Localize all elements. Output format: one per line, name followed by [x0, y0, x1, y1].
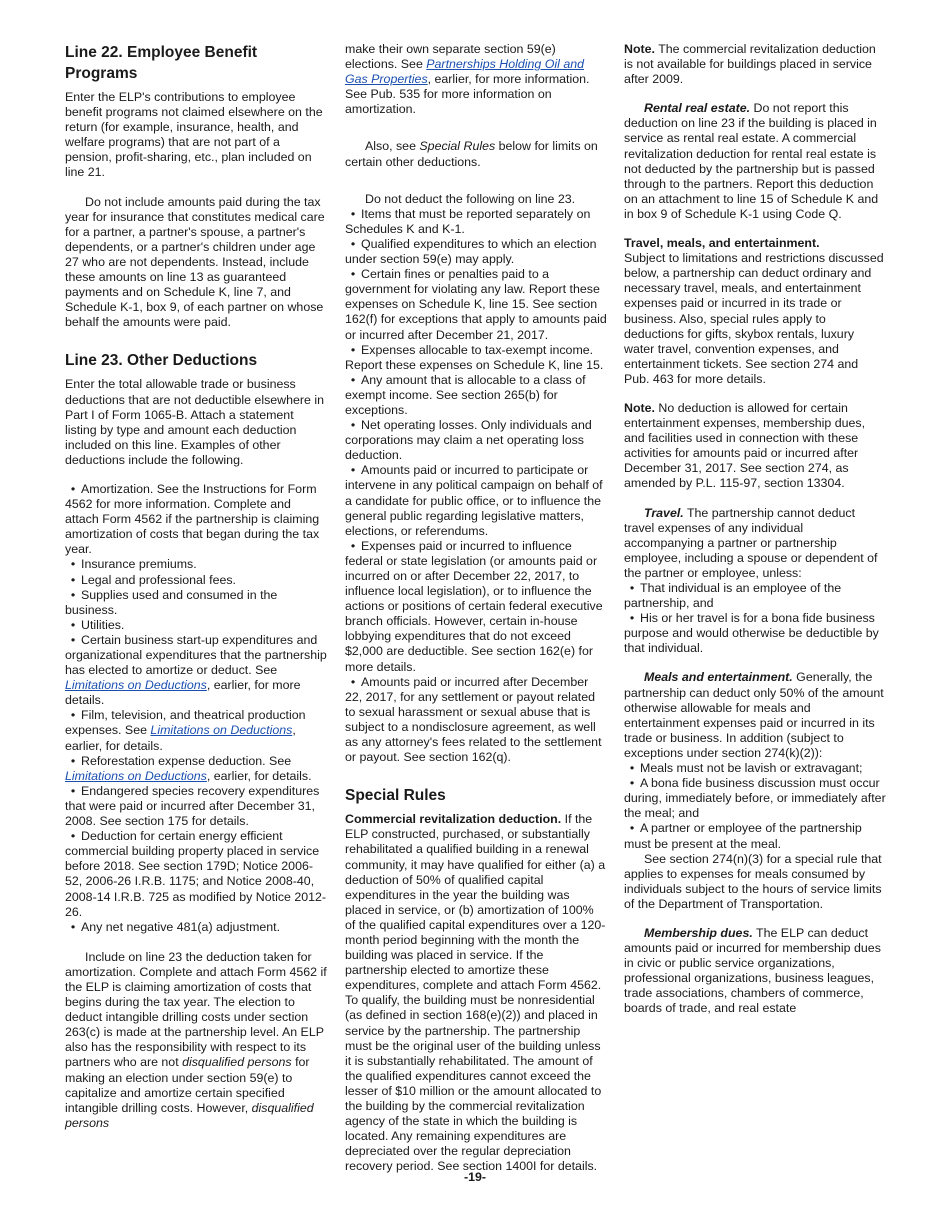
line23-heading: Line 23. Other Deductions — [65, 352, 258, 370]
list-item: • Items that must be reported separately on Schedules K and K-1. — [345, 206, 591, 236]
note-commercial-revitalization: Note. The commercial revitalization deduction is not available for buildings placed in service after 2009. — [624, 42, 876, 87]
special-rules-reference: Also, see Special Rules below for limits on certain other deductions. — [345, 139, 598, 169]
note-entertainment: Note. No deduction is allowed for certain entertainment expenses, membership dues, and facilities used in connection with these activities for amounts paid or incurred after December 31, 2017. See section 274, as amended by P.L. 115-97, section 13304. — [624, 400, 866, 491]
list-item: • Deduction for certain energy efficient commercial building property placed in service before 2018. See section 179D; Notice 2006-52, 2006-26 I.R.B. 1175; and Notice 2008-40, 2008-14 I.R.B. 725 as modified by Notice 2012-26. — [65, 829, 327, 919]
bullet-icon: • — [350, 206, 356, 221]
bullet-icon: • — [70, 481, 76, 496]
list-item: • A bona fide business discussion must occur during, immediately before, or immediately after the meal; and — [624, 776, 886, 821]
bullet-icon: • — [629, 821, 635, 836]
list-item: • Qualified expenditures to which an election under section 59(e) may apply. — [345, 236, 597, 267]
line23-intro: Enter the total allowable trade or business deductions that are not deductible elsewhere in Part I of Form 1065-B. Attach a statement listing by type and amount each deduction included on this line. Examples of other deductions include the following. — [65, 377, 324, 467]
list-item: • Expenses paid or incurred to influence federal or state legislation (or amounts paid or incurred on or after December 22, 2017, to influence local legislation), or to influence the actions or positions of certain federal executive branch officials. However, certain in-house lobbying expenditures that do not exceed $2,000 are deductible. See section 162(e) for more details. — [345, 538, 603, 674]
list-item: • Supplies used and consumed in the business. — [65, 587, 278, 617]
bullet-icon: • — [350, 463, 356, 478]
list-item: • Certain business start-up expenditures and organizational expenditures that the partnership has elected to amortize or deduct. See Limitations on Deductions, earlier, for more details. — [65, 632, 327, 708]
bullet-icon: • — [350, 372, 356, 387]
bullet-icon: • — [629, 776, 635, 791]
line22-heading: Line 22. Employee Benefit Programs — [65, 44, 258, 82]
list-item: • Expenses allocable to tax-exempt income. Report these expenses on Schedule K, line 15. — [345, 342, 604, 372]
list-item: • Reforestation expense deduction. See Limitations on Deductions, earlier, for details. — [65, 753, 312, 783]
rental-real-estate-paragraph: Rental real estate. Do not report this deduction on line 23 if the building is placed in service as rental real estate. A commercial revitalization deduction for rental real estate is not deducted by the partnership but is passed through to the partners. Report this deduction on an attachment to line 15 of Schedule K and in box 9 of Schedule K-1 using Code Q. — [624, 101, 879, 221]
column-right — [624, 42, 886, 1017]
oil-gas-properties-link[interactable]: Partnerships Holding Oil and Gas Properties — [345, 57, 585, 87]
list-item: • That individual is an employee of the partnership, and — [624, 581, 842, 611]
do-not-deduct-list — [345, 207, 607, 765]
list-item: • His or her travel is for a bona fide business purpose and would otherwise be deductible by that individual. — [624, 611, 879, 656]
bullet-icon: • — [629, 611, 635, 626]
list-item: • Amounts paid or incurred to participate or intervene in any political campaign on behalf of a candidate for public office, or to influence the general public regarding legislative matters, elections, or referendums. — [345, 463, 603, 538]
list-item: • Amortization. See the Instructions for Form 4562 for more information. Complete and attach Form 4562 if the partnership is claiming amortization of costs that began during the tax year. — [65, 481, 320, 557]
page-number: -19- — [463, 1170, 487, 1184]
bullet-icon: • — [350, 538, 356, 553]
bullet-icon: • — [70, 557, 76, 572]
include-amortization-continued: make their own separate section 59(e) elections. See Partnerships Holding Oil and Gas Properties, earlier, for more information. See Pub. 535 for more information on amortization. — [345, 42, 590, 117]
list-item: • Meals must not be lavish or extravagant; — [624, 761, 886, 776]
bullet-icon: • — [70, 587, 76, 602]
list-item: • Utilities. — [65, 618, 327, 633]
section-274-paragraph: See section 274(n)(3) for a special rule that applies to expenses for meals consumed by individuals subject to the hours of service limits of the Department of Transportation. — [624, 851, 882, 911]
list-item: • Net operating losses. Only individuals and corporations may claim a net operating loss deduction. — [345, 418, 592, 463]
special-rules-heading: Special Rules — [345, 787, 446, 805]
commercial-revitalization-paragraph: Commercial revitalization deduction. If the ELP constructed, purchased, or substantially rehabilitated a qualified building in a renewal community, it may have qualified for either (a) a deduction of 50% of qualified capital expenditures in the year the building was placed in service, or (b) amortization of 100% of the qualified capital expenditures over a 120-month period beginning with the month the building was placed in service. If the partnership elected to amortize these expenditures, complete and attach Form 4562. To qualify, the building must be nonresidential (as defined in section 168(e)(2)) and placed in service by the partnership. The partnership must be the original user of the building unless it is substantially rehabilitated. The amount of the qualified expenditures cannot exceed the lesser of $10 million or the amount allocated to the building by the commercial revitalization agency of the state in which the building is located. Any remaining expenditures are depreciated over the regular depreciation recovery period. See section 1400I for details. — [345, 812, 606, 1174]
list-item: • Insurance premiums. — [65, 557, 327, 572]
bullet-icon: • — [70, 572, 76, 587]
bullet-icon: • — [70, 783, 76, 798]
list-item: • Any amount that is allocable to a class of exempt income. See section 265(b) for exceptions. — [345, 372, 586, 417]
meals-conditions-list — [624, 761, 886, 852]
include-amortization-paragraph: Include on line 23 the deduction taken for amortization. Complete and attach Form 4562 if the ELP is claiming amortization of costs that begins during the tax year. The election to deduct intangible drilling costs under section 263(c) is made at the partnership level. An ELP also has the responsibility with respect to its partners who are not disqualified persons for making an election under section 59(e) to capitalize and amortize certain specified intangible drilling costs. However, disqualified persons — [65, 949, 327, 1130]
column-middle — [345, 42, 607, 1174]
bullet-icon: • — [350, 267, 356, 282]
travel-meals-entertainment-heading: Travel, meals, and entertainment. — [624, 236, 820, 251]
line22-paragraph-2: Do not include amounts paid during the tax year for insurance that constitutes medical care for a partner, a partner's spouse, a partner's dependents, or a partner's children under age 27 who are not dependents. Instead, include these amounts on line 13 as guaranteed payments and on Schedule K, line 7, and Schedule K-1, box 9, of each partner on whose behalf the amounts were paid. — [65, 194, 325, 330]
column-left — [65, 42, 327, 1131]
travel-conditions-list — [624, 581, 886, 656]
list-item: • Legal and professional fees. — [65, 573, 327, 588]
bullet-icon: • — [70, 753, 76, 768]
list-item: • Endangered species recovery expenditures that were paid or incurred after December 31, 2008. See section 175 for details. — [65, 783, 320, 829]
list-item: • Amounts paid or incurred after December 22, 2017, for any settlement or payout related to sexual harassment or sexual abuse that is subject to a nondisclosure agreement, as well as any attorney's fees related to the settlement or payout. See section 162(q). — [345, 674, 602, 765]
bullet-icon: • — [70, 919, 76, 934]
list-item: • Certain fines or penalties paid to a government for violating any law. Report these expenses on Schedule K, line 15. See section 162(f) for exceptions that apply to amounts paid or incurred after December 21, 2017. — [345, 267, 607, 342]
list-item: • Film, television, and theatrical production expenses. See Limitations on Deductions, earlier, for details. — [65, 708, 306, 753]
bullet-icon: • — [350, 418, 356, 433]
other-deductions-list — [65, 482, 327, 935]
bullet-icon: • — [350, 236, 356, 251]
line22-paragraph-1: Enter the ELP's contributions to employee benefit programs not claimed elsewhere on the return (for example, insurance, health, and welfare programs) that are not part of a pension, profit-sharing, etc., plan included on line 21. — [65, 90, 323, 180]
do-not-deduct-intro: Do not deduct the following on line 23. — [365, 191, 576, 206]
list-item: • Any net negative 481(a) adjustment. — [65, 920, 327, 935]
bullet-icon: • — [350, 674, 356, 689]
limitations-link[interactable]: Limitations on Deductions — [150, 723, 293, 738]
travel-meals-entertainment-paragraph: Subject to limitations and restrictions discussed below, a partnership can deduct ordinary and necessary travel, meals, and entertainment expenses paid or incurred in its trade or business. Also, special rules apply to deductions for gifts, skybox rentals, luxury water travel, convention expenses, and entertainment tickets. See section 274 and Pub. 463 for more details. — [624, 251, 884, 386]
bullet-icon: • — [70, 632, 76, 647]
bullet-icon: • — [70, 617, 76, 632]
bullet-icon: • — [70, 708, 76, 723]
limitations-link[interactable]: Limitations on Deductions — [65, 678, 207, 693]
bullet-icon: • — [70, 829, 76, 844]
membership-dues-paragraph: Membership dues. The ELP can deduct amounts paid or incurred for membership dues in civic or public service organizations, professional organizations, business leagues, trade associations, chambers of commerce, boards of trade, and real estate — [624, 925, 881, 1016]
bullet-icon: • — [629, 761, 635, 776]
bullet-icon: • — [629, 581, 635, 595]
limitations-link[interactable]: Limitations on Deductions — [65, 768, 207, 783]
bullet-icon: • — [350, 342, 356, 357]
travel-paragraph: Travel. The partnership cannot deduct travel expenses of any individual accompanying a partner or partnership employee, including a spouse or dependent of the partner or employee, unless: — [624, 505, 878, 580]
list-item: • A partner or employee of the partnership must be present at the meal. — [624, 821, 862, 851]
meals-entertainment-paragraph: Meals and entertainment. Generally, the partnership can deduct only 50% of the amount otherwise allowable for meals and entertainment expenses paid or incurred in its trade or business. In addition (subject to exceptions under section 274(k)(2)): — [624, 670, 884, 760]
